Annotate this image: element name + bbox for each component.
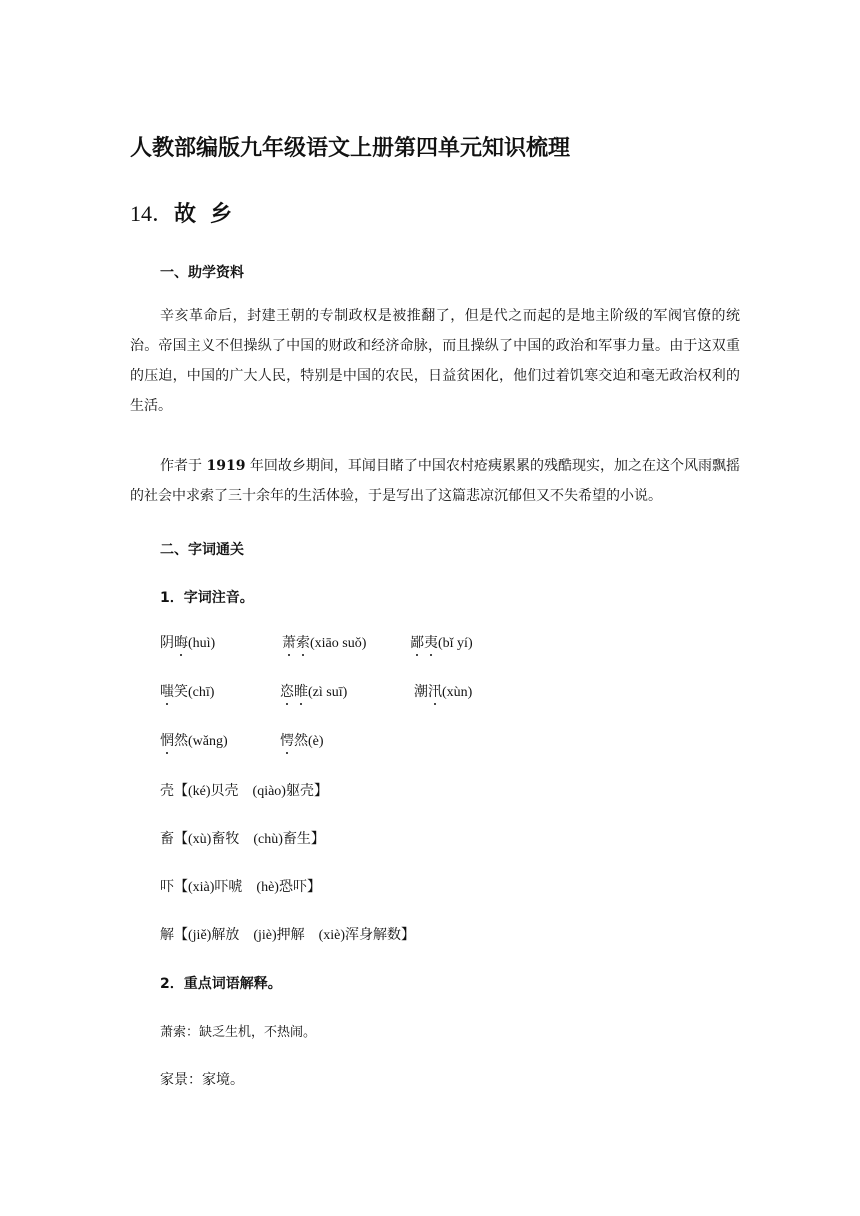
pinyin-reading: (chī) xyxy=(188,685,215,700)
paragraph-author xyxy=(130,451,740,511)
para-text: 作者于 xyxy=(160,458,207,474)
year-1919: 1919 xyxy=(206,458,246,474)
pinyin-char: 夷 xyxy=(424,636,438,651)
lesson-name: 故乡 xyxy=(174,202,247,227)
pinyin-item xyxy=(160,730,228,750)
definition-item: 萧索：缺乏生机，不热闹。 xyxy=(160,1025,317,1040)
pinyin-reading: (bǐ yí) xyxy=(438,636,473,651)
pinyin-item xyxy=(160,632,215,652)
pinyin-char: 愕 xyxy=(280,734,294,749)
lesson-heading xyxy=(130,197,246,228)
sub-title: ．字词注音。 xyxy=(169,590,254,606)
pinyin-item xyxy=(280,730,324,750)
subheading-definitions xyxy=(160,973,282,993)
document-title: 人教部编版九年级语文上册第四单元知识梳理 xyxy=(130,136,571,161)
para-text: 年回故乡期间，耳闻目睹了中国农村疮痍累累的残酷现实，加之在这个风雨飘摇的社会中求索了三十余年的生活体验，于是写出了这篇悲凉沉郁但又不失希望的小说。 xyxy=(130,458,740,504)
polyphone-item: 畜【(xù)畜牧 (chù)畜生】 xyxy=(160,832,325,847)
pinyin-reading: (huì) xyxy=(188,636,216,651)
pinyin-char: 恣 xyxy=(280,685,294,700)
pinyin-item xyxy=(414,681,472,701)
pinyin-reading: (wǎng) xyxy=(188,734,228,749)
pinyin-char: 然 xyxy=(174,734,188,749)
pinyin-char: 汛 xyxy=(428,685,442,700)
pinyin-char: 索 xyxy=(296,636,310,651)
pinyin-char: 惘 xyxy=(160,734,174,749)
sub-number: 1 xyxy=(160,590,170,606)
pinyin-item xyxy=(280,681,347,701)
sub-number: 2 xyxy=(160,976,170,992)
pinyin-char: 然 xyxy=(294,734,308,749)
polyphone-item: 吓【(xià)吓唬 (hè)恐吓】 xyxy=(160,880,321,895)
pinyin-reading: (è) xyxy=(308,734,324,749)
pinyin-char: 睢 xyxy=(294,685,308,700)
sub-title: ．重点词语解释。 xyxy=(169,976,282,992)
subheading-pronunciation xyxy=(160,587,254,607)
pinyin-reading: (xiāo suǒ) xyxy=(310,636,367,651)
polyphone-item: 解【(jiě)解放 (jiè)押解 (xiè)浑身解数】 xyxy=(160,928,416,943)
paragraph-background: 辛亥革命后，封建王朝的专制政权是被推翻了，但是代之而起的是地主阶级的军阀官僚的统治。帝国主义不但操纵了中国的财政和经济命脉，而且操纵了中国的政治和军事力量。由于这双重的压迫，中国的广大人民，特别是中国的农民，日益贫困化，他们过着饥寒交迫和毫无政治权利的生活。 xyxy=(130,308,740,414)
pinyin-char: 嗤 xyxy=(160,685,174,700)
polyphone-item: 壳【(ké)贝壳 (qiào)躯壳】 xyxy=(160,784,328,799)
pinyin-reading: (zì suī) xyxy=(308,685,348,700)
pinyin-char: 鄙 xyxy=(410,636,424,651)
lesson-number: 14． xyxy=(130,201,175,226)
pinyin-reading: (xùn) xyxy=(442,685,473,700)
pinyin-char: 笑 xyxy=(174,685,188,700)
section-heading-resources: 一、助学资料 xyxy=(160,265,244,281)
pinyin-char: 晦 xyxy=(174,636,188,651)
pinyin-char: 潮 xyxy=(414,685,428,700)
pinyin-char: 萧 xyxy=(282,636,296,651)
pinyin-item xyxy=(160,681,214,701)
pinyin-item xyxy=(282,632,366,652)
pinyin-char: 阴 xyxy=(160,636,174,651)
definition-item: 家景：家境。 xyxy=(160,1073,244,1088)
pinyin-item xyxy=(410,632,473,652)
section-heading-vocabulary: 二、字词通关 xyxy=(160,542,244,558)
